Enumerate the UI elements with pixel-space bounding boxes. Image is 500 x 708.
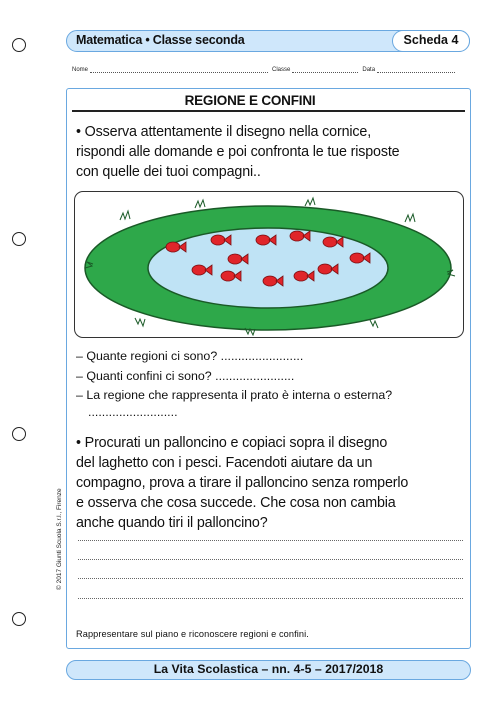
answer-line[interactable] [78,540,463,541]
learning-objective: Rappresentare sul piano e riconoscere regioni e confini. [76,629,309,639]
answer-line[interactable] [78,559,463,560]
activity-line: • Procurati un palloncino e copiaci sopra il disegno [76,435,388,451]
answer-line[interactable]: .......................... [88,405,178,419]
date-label: Data [362,67,376,73]
intro-line: rispondi alle domande e poi confronta le tue risposte [76,144,400,160]
date-field[interactable] [377,67,455,73]
lake-illustration [74,191,464,338]
name-label: Nome [72,67,89,73]
name-field[interactable] [90,67,268,73]
intro-line: con quelle dei tuoi compagni.. [76,164,261,180]
activity-line: del laghetto con i pesci. Facendoti aiutare da un [76,455,373,471]
answer-line[interactable] [78,598,463,599]
binder-hole [12,232,26,246]
activity-line: compagno, prova a tirare il palloncino senza romperlo [76,475,409,491]
binder-hole [12,427,26,441]
lake-drawing [75,192,462,336]
footer-bar: La Vita Scolastica – nn. 4-5 – 2017/2018 [66,660,471,680]
page-title: REGIONE E CONFINI [184,93,316,108]
header-subject: Matematica • Classe seconda [76,33,245,47]
binder-hole [12,612,26,626]
binder-hole [12,38,26,52]
student-fields [72,67,472,73]
sheet-number: Scheda 4 [392,30,470,52]
activity-line: anche quando tiri il palloncino? [76,515,268,531]
question-meadow: – La regione che rappresenta il prato è interna o esterna? [76,388,393,402]
intro-line: • Osserva attentamente il disegno nella cornice, [76,124,372,140]
activity-line: e osserva che cosa succede. Che cosa non cambia [76,495,396,511]
title-divider [72,110,465,112]
answer-line[interactable] [78,578,463,579]
question-regions: – Quante regioni ci sono? ........................ [76,349,304,363]
question-borders: – Quanti confini ci sono? ....................... [76,369,295,383]
copyright-notice: © 2017 Giunti Scuola S.r.l., Firenze [56,488,63,590]
class-field[interactable] [292,67,358,73]
class-label: Classe [272,67,291,73]
